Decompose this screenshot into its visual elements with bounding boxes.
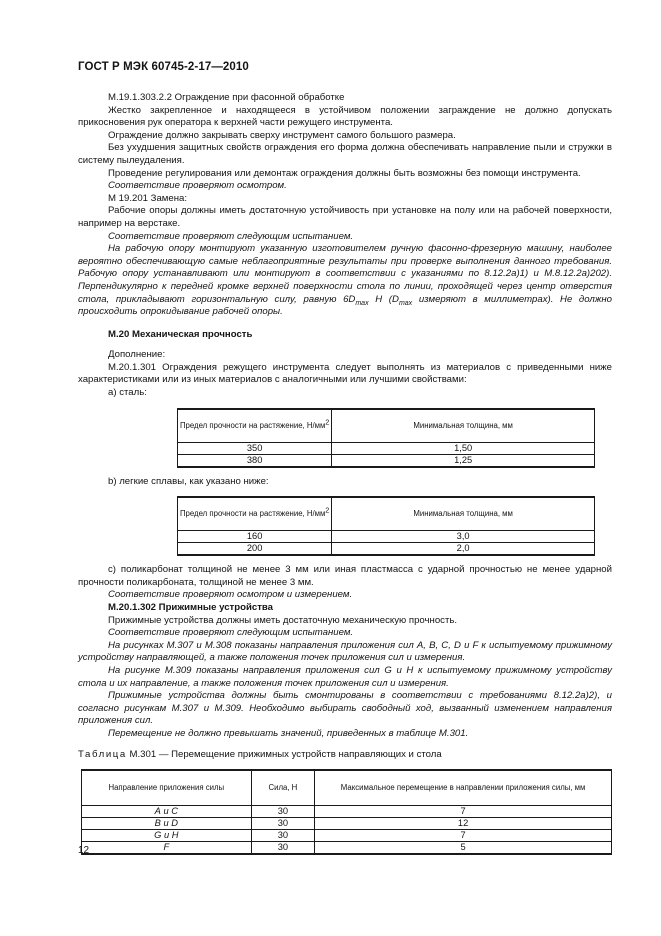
paragraph: Прижимные устройства должны иметь достаточную механическую прочность. (108, 614, 458, 626)
alloy-thickness-table (177, 496, 595, 556)
compliance-note: Соответствие проверяют следующим испытанием. (108, 230, 354, 242)
list-item: с) поликарбонат толщиной не менее 3 мм или иная пластмасса с ударной прочностью не менее ударной прочности поликарбоната, толщиной не менее 3 мм. (78, 564, 612, 588)
table-row: А и С 30 7 (82, 806, 612, 818)
steel-thickness-table (177, 408, 595, 468)
list-item: b) легкие сплавы, как указано ниже: (108, 475, 269, 487)
paragraph: Перемещение не должно превышать значений, приведенных в таблице М.301. (108, 727, 469, 739)
table-row: В и D 30 12 (82, 818, 612, 830)
clause-heading: М.19.1.303.2.2 Ограждение при фасонной обработке (108, 92, 345, 103)
paragraph: Без ухудшения защитных свойств ограждения его форма должна обеспечивать направление пыли и стружки в систему пылеудаления. (78, 142, 612, 166)
paragraph: Дополнение: (108, 349, 166, 361)
paragraph: Рабочие опоры должны иметь достаточную устойчивость при установке на полу или на рабочей поверхности, например на верстаке. (78, 205, 612, 229)
paragraph: Ограждение должно закрывать сверху инструмент самого большого размера. (108, 129, 456, 141)
table-row: 350 1,50 (178, 442, 595, 454)
table-header: Максимальное перемещение в направлении приложения силы, мм (315, 770, 612, 806)
table-header: Минимальная толщина, мм (332, 409, 595, 443)
list-item: а) сталь: (108, 387, 147, 399)
table-row: F 30 5 (82, 842, 612, 855)
displacement-table (81, 769, 612, 855)
paragraph: Жестко закрепленное и находящееся в устойчивом положении заграждение не должно допускать прикосновения рук оператора к верхней части режущего инструмента. (78, 104, 612, 129)
subsection-heading: М.20.1.302 Прижимные устройства (108, 602, 274, 614)
table-header: Минимальная толщина, мм (332, 497, 595, 531)
compliance-note: Соответствие проверяют осмотром. (108, 180, 287, 192)
document-header: ГОСТ Р МЭК 60745-2-17—2010 (78, 61, 249, 73)
clause-heading: М 19.201 Замена: (108, 192, 188, 204)
paragraph: На рисунке М.309 показаны направления приложения сил G и Н к испытуемому прижимному устройству стола и их направление, а также положения точек приложения сил и измерения. (78, 665, 612, 689)
page-number: 12 (78, 845, 90, 856)
paragraph: Прижимные устройства должны быть смонтированы в соответствии с требованиями 8.12.2а)2), и согласно рисункам М.307 и М.309. Необходимо выбирать свободный ход, вызванный изменением направления приложения сил. (78, 690, 612, 727)
table-header: Направление приложения силы (82, 770, 252, 806)
compliance-note: Соответствие проверяют осмотром и измерением. (108, 589, 353, 601)
table-row: 380 1,25 (178, 454, 595, 467)
paragraph: На рисунках М.307 и М.308 показаны направления приложения сил А, В, С, D и F к испытуемому прижимному устройству направляющей, а также положения точек приложения сил и измерения. (78, 639, 612, 664)
paragraph: М.20.1.301 Ограждения режущего инструмента следует выполнять из материалов с приведенными ниже характеристиками или из иных материалов с аналогичными или лучшими свойствами: (78, 361, 612, 386)
table-caption: Таблица М.301 — Перемещение прижимных устройств направляющих и стола (78, 748, 442, 760)
table-row: 160 3,0 (178, 531, 595, 543)
table-header: Сила, Н (251, 770, 315, 806)
table-header: Предел прочности на растяжение, $Н/мм^2$ (178, 497, 332, 531)
table-row: 200 2,0 (178, 543, 595, 556)
table-row: G и H 30 7 (82, 830, 612, 842)
table-header: Предел прочности на растяжение, $Н/мм^2$ (178, 409, 332, 443)
section-heading: М.20 Механическая прочность (108, 328, 253, 340)
compliance-note: Соответствие проверяют следующим испытанием. (108, 627, 354, 639)
document-body (78, 92, 612, 855)
paragraph: Проведение регулирования или демонтаж ограждения должны быть возможны без помощи инструмента. (108, 167, 581, 179)
test-procedure: На рабочую опору монтируют указанную изготовителем ручную фасонно-фрезерную машину, наиболее вероятно обеспечивающую самые неблагоприятные результаты при проверке выполнения данного требования. Рабочую опору устанавливают или монтируют в соответствии с указаниями по 8.12.2а)1) и М.8.12.2а)202). Перпендикулярно к передней кромке верхней поверхности стола по линии, проходящей через центр отверстия стола, прикладывают горизонтальную силу, равную $6D_{max}$ Н ($D_{max}$ измеряют в миллиметрах). Не должно происходить опрокидывание рабочей опоры. (78, 243, 612, 318)
